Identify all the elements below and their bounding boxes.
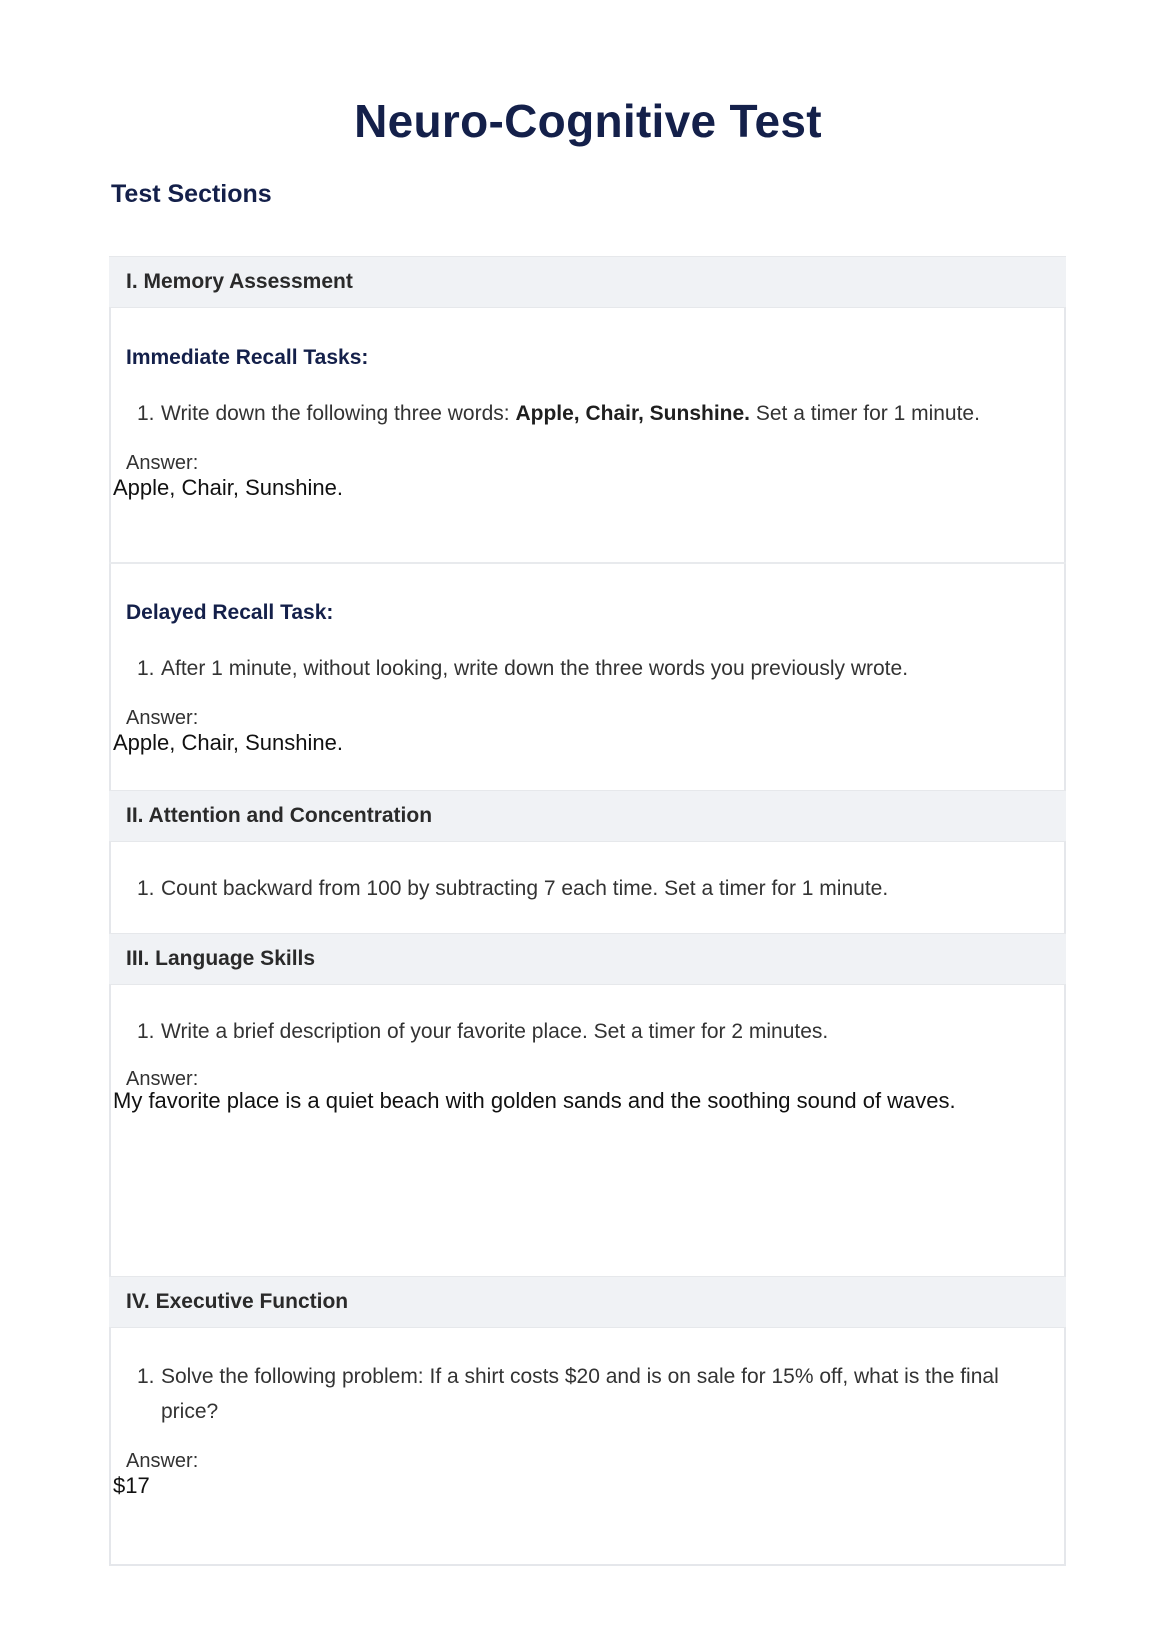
- item-number: 1.: [137, 1020, 155, 1043]
- delayed-recall-heading: Delayed Recall Task:: [126, 601, 334, 624]
- item-text: After 1 minute, without looking, write down the three words you previously wrote.: [161, 657, 909, 680]
- section-list-heading: Test Sections: [111, 180, 272, 208]
- executive-item: [137, 1359, 1047, 1429]
- item-words: Apple, Chair, Sunshine.: [515, 402, 751, 425]
- memory-section-header: [109, 256, 1066, 308]
- item-text: Count backward from 100 by subtracting 7 each time. Set a timer for 1 minute.: [161, 877, 889, 900]
- language-section-header: [109, 933, 1066, 985]
- immediate-recall-item: [137, 396, 980, 431]
- delayed-recall-answer[interactable]: Apple, Chair, Sunshine.: [113, 730, 343, 755]
- item-text: Write a brief description of your favorite place. Set a timer for 2 minutes.: [161, 1020, 829, 1043]
- delayed-recall-item: [137, 651, 908, 686]
- executive-section-title: IV. Executive Function: [126, 1290, 349, 1313]
- memory-section-title: I. Memory Assessment: [126, 270, 353, 293]
- executive-answer[interactable]: $17: [113, 1473, 150, 1498]
- divider: [109, 562, 1066, 564]
- immediate-recall-answer[interactable]: Apple, Chair, Sunshine.: [113, 475, 343, 500]
- language-item: [137, 1014, 828, 1049]
- answer-label: Answer:: [126, 707, 199, 729]
- item-number: 1.: [137, 402, 155, 425]
- page-title: Neuro-Cognitive Test: [354, 95, 822, 147]
- item-number: 1.: [137, 877, 155, 900]
- attention-section-header: [109, 790, 1066, 842]
- attention-item: [137, 871, 888, 906]
- language-answer[interactable]: My favorite place is a quiet beach with golden sands and the soothing sound of waves.: [113, 1088, 956, 1113]
- item-number: 1.: [137, 1365, 155, 1388]
- item-text: Write down the following three words:: [161, 402, 510, 425]
- attention-section-title: II. Attention and Concentration: [126, 804, 433, 827]
- executive-section-header: [109, 1276, 1066, 1328]
- item-text: Solve the following problem: If a shirt costs $20 and is on sale for 15% off, what is the final price?: [161, 1365, 999, 1423]
- language-section-title: III. Language Skills: [126, 947, 316, 970]
- answer-label: Answer:: [126, 1068, 199, 1090]
- answer-label: Answer:: [126, 1450, 199, 1472]
- item-text-after: Set a timer for 1 minute.: [755, 402, 980, 425]
- immediate-recall-heading: Immediate Recall Tasks:: [126, 346, 369, 369]
- item-number: 1.: [137, 657, 155, 680]
- answer-label: Answer:: [126, 452, 199, 474]
